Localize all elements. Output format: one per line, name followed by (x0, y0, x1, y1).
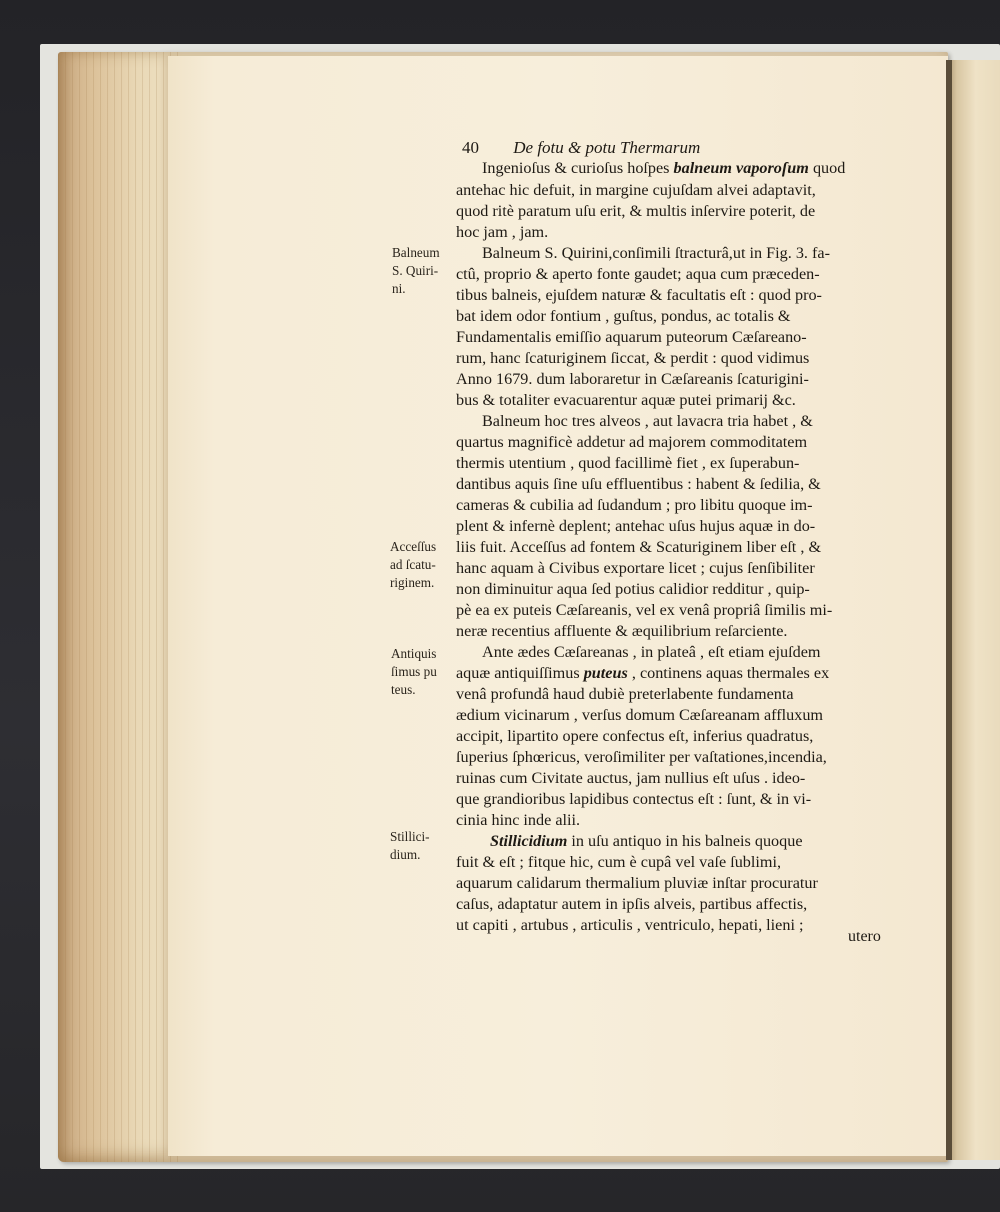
margin-note-line: Balneum (392, 245, 440, 260)
body-line: antehac hic defuit, in margine cujuſdam alvei adaptavit, (456, 181, 816, 199)
body-line: que grandioribus lapidibus contectus eſt : ſunt, & in vi- (456, 790, 812, 808)
body-line: plent & infernè deplent; antehac uſus hujus aquæ in do- (456, 517, 816, 535)
body-line: Fundamentalis emiſſio aquarum puteorum Cæſareano- (456, 328, 807, 346)
body-line: Anno 1679. dum laboraretur in Cæſareanis ſcaturigini- (456, 370, 809, 388)
page-header (462, 138, 700, 158)
body-line: neræ recentius affluente & æquilibrium reſarciente. (456, 622, 788, 640)
body-line: Ante ædes Cæſareanas , in plateâ , eſt etiam ejuſdem (482, 643, 821, 661)
margin-note-line: ni. (392, 281, 406, 296)
body-line: thermis utentium , quod facillimè fiet , ex ſuperabun- (456, 454, 800, 472)
body-line: aquæ antiquiſſimus puteus , continens aquas thermales ex (456, 664, 830, 682)
body-line: caſus, adaptatur autem in ipſis alveis, partibus affectis, (456, 895, 808, 913)
body-line: cinia hinc inde alii. (456, 811, 581, 829)
body-line: hanc aquam à Civibus exportare licet ; cujus ſenſibiliter (456, 559, 815, 577)
body-line: ſuperius ſphœricus, veroſimiliter per vaſtationes,incendia, (456, 748, 827, 766)
body-line: accipit, lipartito opere confectus eſt, inferius quadratus, (456, 727, 814, 745)
margin-note-line: Antiquis (391, 646, 437, 661)
body-line: cameras & cubilia ad ſudandum ; pro libitu quoque im- (456, 496, 813, 514)
body-line: ctû, proprio & aperto fonte gaudet; aqua cum præceden- (456, 265, 820, 283)
body-line: ædium vicinarum , verſus domum Cæſareanam affluxum (456, 706, 824, 724)
body-line: bus & totaliter evacuarentur aquæ putei primarij &c. (456, 391, 796, 409)
body-line: quod ritè paratum uſu erit, & multis inſervire poterit, de (456, 202, 816, 220)
body-line: tibus balneis, ejuſdem naturæ & facultatis eſt : quod pro- (456, 286, 822, 304)
catchword: utero (848, 928, 881, 945)
margin-note-line: S. Quiri- (392, 263, 439, 278)
body-line: Balneum S. Quirini,conſimili ſtracturâ,ut in Fig. 3. fa- (482, 244, 830, 262)
margin-note-line: teus. (391, 682, 416, 697)
body-line: aquarum calidarum thermalium pluviæ inſtar procuratur (456, 874, 818, 892)
body-line: Balneum hoc tres alveos , aut lavacra tria habet , & (482, 412, 813, 430)
body-line: hoc jam , jam. (456, 223, 549, 241)
body-line: Ingenioſus & curioſus hoſpes balneum vaporoſum quod (482, 159, 846, 177)
body-line: bat idem odor fontium , guſtus, pondus, ac totalis & (456, 307, 791, 325)
margin-note-line: ſimus pu (391, 664, 437, 679)
body-line: non diminuitur aqua ſed potius calidior redditur , quip- (456, 580, 810, 598)
margin-note-line: ad ſcatu- (390, 557, 436, 572)
body-line: dantibus aquis ſine uſu effluentibus : habent & ſedilia, & (456, 475, 821, 493)
body-line: ut capiti , artubus , articulis , ventriculo, hepati, lieni ; (456, 916, 804, 934)
body-line: ruinas cum Civitate auctus, jam nullius eſt uſus . ideo- (456, 769, 806, 787)
body-line: liis fuit. Acceſſus ad fontem & Scaturiginem liber eſt , & (456, 538, 822, 556)
running-head: De fotu & potu Thermarum (513, 138, 701, 157)
worn-page-edges (58, 52, 178, 1162)
body-line: venâ profundâ haud dubiè preterlabente fundamenta (456, 685, 794, 703)
body-line: fuit & eſt ; fitque hic, cum è cupâ vel vaſe ſublimi, (456, 853, 782, 871)
margin-note-line: Stillici- (390, 829, 430, 844)
body-line: rum, hanc ſcaturiginem ſiccat, & perdit : quod vidimus (456, 349, 810, 367)
body-line: Stillicidium in uſu antiquo in his balneis quoque (490, 832, 803, 850)
body-line: pè ea ex puteis Cæſareanis, vel ex venâ propriâ ſimilis mi- (456, 601, 833, 619)
margin-note-line: riginem. (390, 575, 435, 590)
gutter-shadow (946, 60, 952, 1160)
facing-page-edge (946, 60, 1000, 1160)
margin-note-line: dium. (390, 847, 421, 862)
body-line: quartus magnificè addetur ad majorem commoditatem (456, 433, 808, 451)
margin-note-line: Acceſſus (390, 539, 437, 554)
page-number: 40 (462, 138, 479, 157)
